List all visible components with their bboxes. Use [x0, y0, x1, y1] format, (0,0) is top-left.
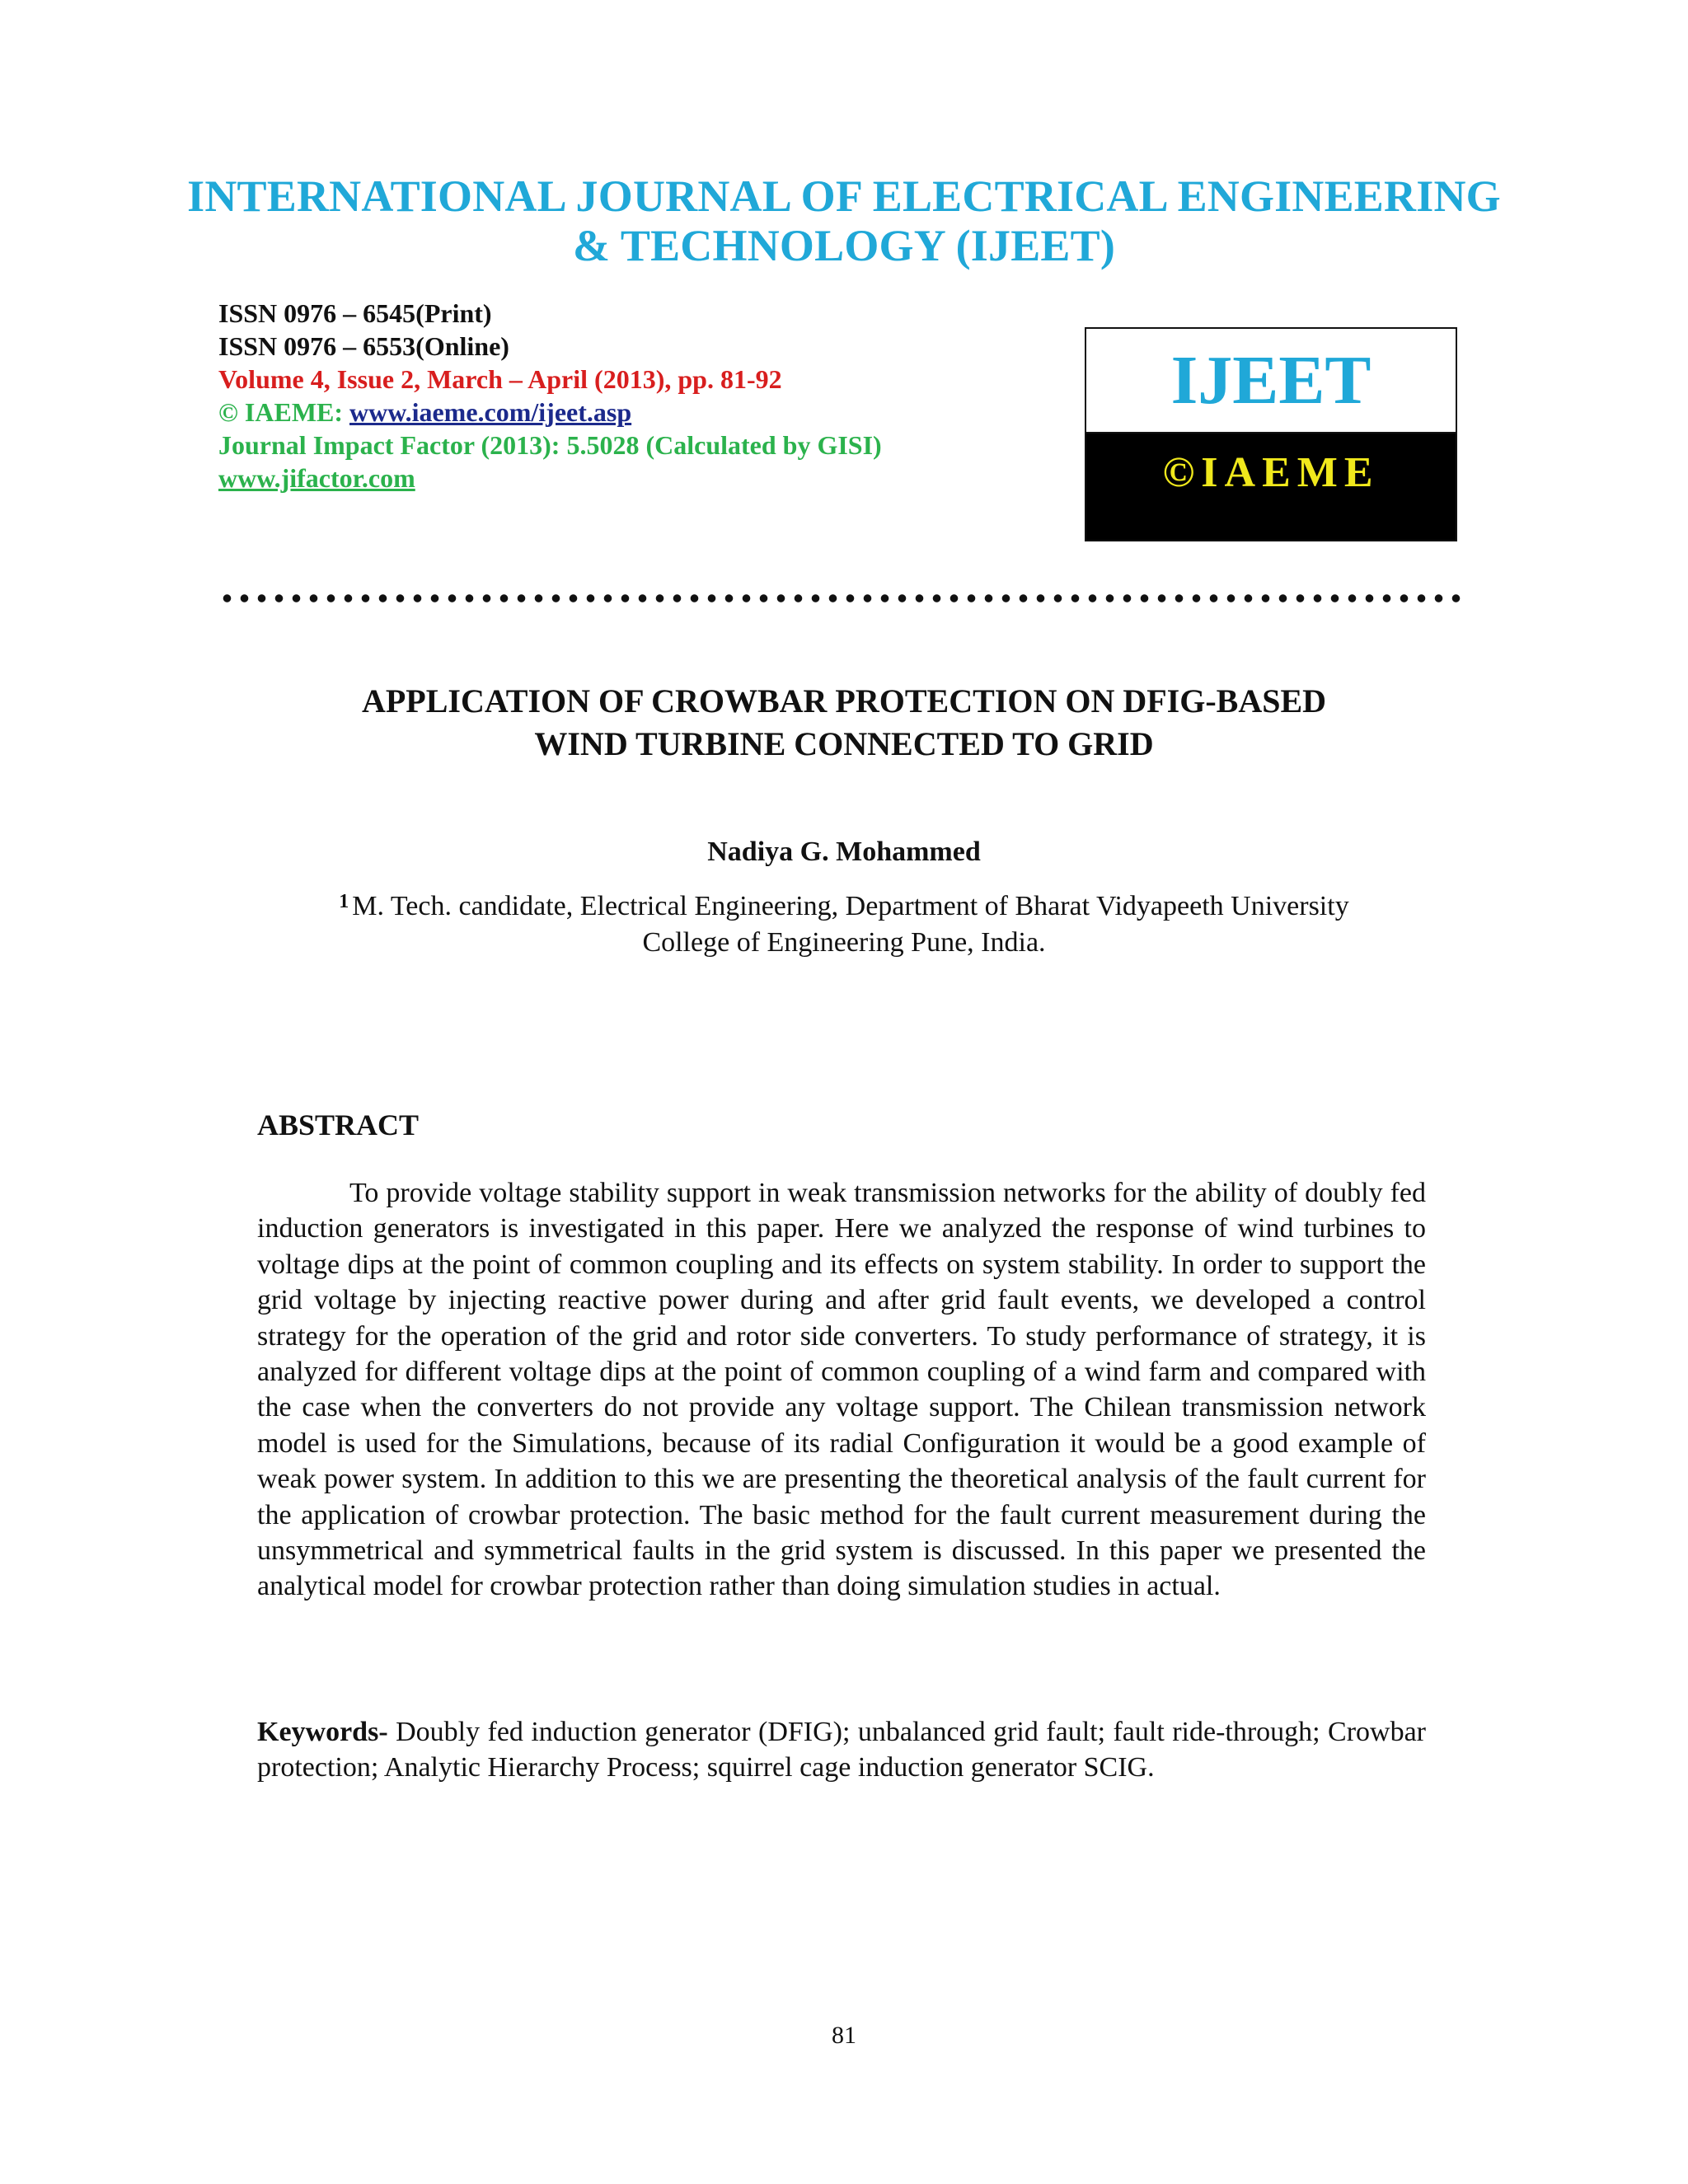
jif-link[interactable]: www.jifactor.com — [218, 463, 415, 493]
paper-title-line-2: WIND TURBINE CONNECTED TO GRID — [534, 725, 1154, 762]
abstract-heading: ABSTRACT — [257, 1108, 420, 1141]
author-name: Nadiya G. Mohammed — [707, 837, 981, 867]
iaeme-link[interactable]: www.iaeme.com/ijeet.asp — [349, 397, 632, 427]
affiliation-line-1 — [247, 888, 1441, 925]
logo-title: IJEET — [1086, 329, 1456, 434]
logo-iaeme: ©IAEME — [1086, 434, 1456, 540]
dotted-divider — [218, 593, 1463, 603]
affiliation-superscript: 1 — [339, 891, 349, 912]
jif-line — [218, 462, 1043, 494]
keywords-label: Keywords- — [257, 1717, 388, 1747]
paper-title — [247, 680, 1441, 766]
keywords-text: Doubly fed induction generator (DFIG); unbalanced grid fault; fault ride-through; Crowbar protection; Analytic Hierarchy Process; squirrel cage induction generator SCIG. — [257, 1717, 1426, 1783]
volume-info: Volume 4, Issue 2, March – April (2013), pp. 81-92 — [218, 364, 782, 394]
abstract-body: To provide voltage stability support in weak transmission networks for the ability of doubly fed induction generators is investigated in this paper. Here we analyzed the response of wind turbines to voltage dips at the point of common coupling and its effects on system stability. In order to support the grid voltage by injecting reactive power during and after grid fault events, we developed a control strategy for the operation of the grid and rotor side converters. To study performance of strategy, it is analyzed for different voltage dips at the point of common coupling of a wind farm and compared with the case when the converters do not provide any voltage support. The Chilean transmission network model is used for the Simulations, because of its radial Configuration it would be a good example of weak power system. In addition to this we are presenting the theoretical analysis of the fault current for the application of crowbar protection. The basic method for the fault current measurement during the unsymmetrical and symmetrical faults in the grid system is discussed. In this paper we presented the analytical model for crowbar protection rather than doing simulation studies in actual. — [257, 1178, 1426, 1602]
paper-title-line-1: APPLICATION OF CROWBAR PROTECTION ON DFIG-BASED — [361, 682, 1327, 719]
ijeet-logo — [1085, 327, 1457, 541]
affiliation-text-1: M. Tech. candidate, Electrical Engineering, Department of Bharat Vidyapeeth University — [352, 891, 1349, 921]
page-number: 81 — [832, 2022, 856, 2049]
journal-title — [173, 171, 1515, 270]
journal-title-line-2: & TECHNOLOGY (IJEET) — [572, 221, 1116, 270]
iaeme-line — [218, 396, 1043, 429]
affiliation-line-2: College of Engineering Pune, India. — [642, 927, 1046, 958]
issn-online: ISSN 0976 – 6553(Online) — [218, 331, 509, 361]
iaeme-copyright: © IAEME: — [218, 397, 350, 427]
issn-print: ISSN 0976 – 6545(Print) — [218, 298, 492, 328]
impact-factor: Journal Impact Factor (2013): 5.5028 (Calculated by GISI) — [218, 430, 882, 460]
journal-meta — [218, 297, 1043, 494]
author-affiliation — [247, 888, 1441, 961]
journal-title-line-1: INTERNATIONAL JOURNAL OF ELECTRICAL ENGINEERING — [187, 171, 1501, 221]
keywords — [257, 1714, 1426, 1786]
